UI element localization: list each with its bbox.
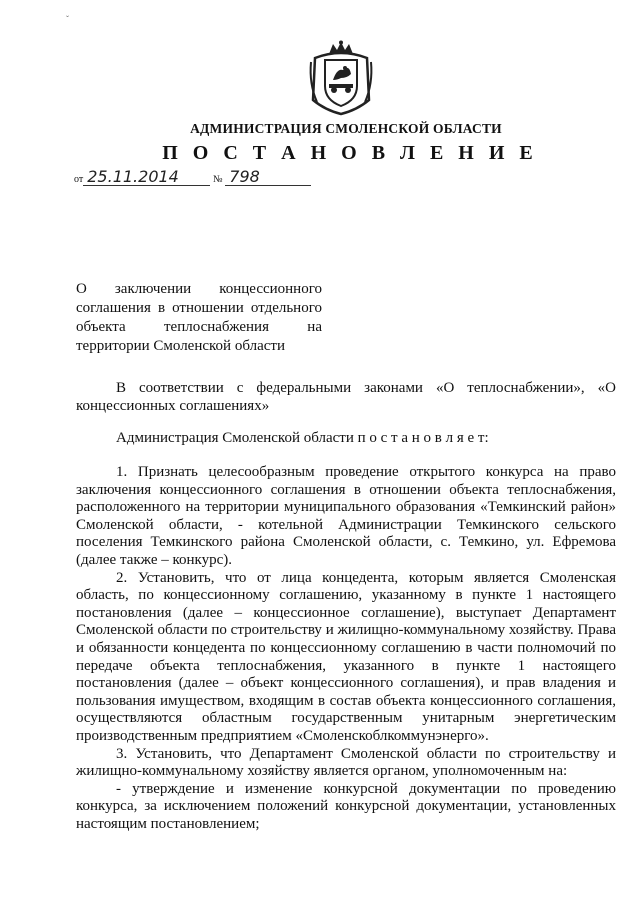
paragraph-2: 2. Установить, что от лица концедента, которым является Смоленская область, по концессионному соглашению, указанному в пункте 1 настоящего постановления (далее – концессионное соглашение), выступает Департамент Смоленской области по строительству и жилищно-коммунальному хозяйству. Права и обязанности концедента по концессионному соглашению в части полномочий по передаче объекта теплоснабжения, указанного в пункте 1 настоящего постановления (далее – объект концессионного соглашения), и прав владения и пользования имуществом, входящим в состав объекта концессионного соглашения, осуществляются областным государственным унитарным энергетическим производственным предприятием «Смоленскоблкоммунэнерго». bbox=[76, 569, 616, 744]
coat-of-arms-emblem bbox=[307, 40, 375, 116]
paragraph-3: 3. Установить, что Департамент Смоленской области по строительству и жилищно-коммунальному хозяйству является органом, уполномоченным на: bbox=[76, 745, 616, 780]
resolution-verb: п о с т а н о в л я е т: bbox=[357, 430, 489, 446]
date-label: от bbox=[74, 174, 84, 185]
handwritten-date: 25.11.2014 bbox=[83, 168, 210, 186]
paragraph-1: 1. Признать целесообразным проведение открытого конкурса на право заключения концессионного соглашения в отношении объекта теплоснабжения, расположенного на территории муниципального образования «Темкинский район» Смоленской области, - котельной Администрации Темкинского сельского поселения Темкинского района Смоленской области, с. Темкино, ул. Ефремова (далее также – конкурс). bbox=[76, 464, 616, 568]
preamble-text: В соответствии с федеральными законами «О теплоснабжении», «О концессионных соглашениях» bbox=[76, 380, 616, 414]
subject-block bbox=[76, 280, 322, 356]
subject-line: О заключении концессионного bbox=[76, 281, 322, 297]
organization-name: АДМИНИСТРАЦИЯ СМОЛЕНСКОЙ ОБЛАСТИ bbox=[190, 121, 502, 136]
subject-line: объекта теплоснабжения на bbox=[76, 319, 322, 335]
subject-line: территории Смоленской области bbox=[76, 338, 285, 354]
scan-mark: ˇ bbox=[66, 14, 69, 24]
preamble bbox=[76, 380, 616, 415]
paragraph-3-item: - утверждение и изменение конкурсной документации по проведению конкурса, за исключением положений конкурсной документации, установленных настоящим постановлением; bbox=[76, 780, 616, 832]
date-number-line bbox=[74, 168, 311, 186]
resolution-items bbox=[76, 464, 616, 833]
resolution-subject: Администрация Смоленской области bbox=[116, 430, 354, 446]
resolution-clause bbox=[76, 430, 616, 448]
number-label: № bbox=[213, 174, 223, 185]
document-type-title: П О С Т А Н О В Л Е Н И Е bbox=[162, 142, 538, 164]
subject-line: соглашения в отношении отдельного bbox=[76, 300, 322, 316]
handwritten-number: 798 bbox=[225, 168, 311, 186]
resolution-text bbox=[76, 430, 616, 448]
